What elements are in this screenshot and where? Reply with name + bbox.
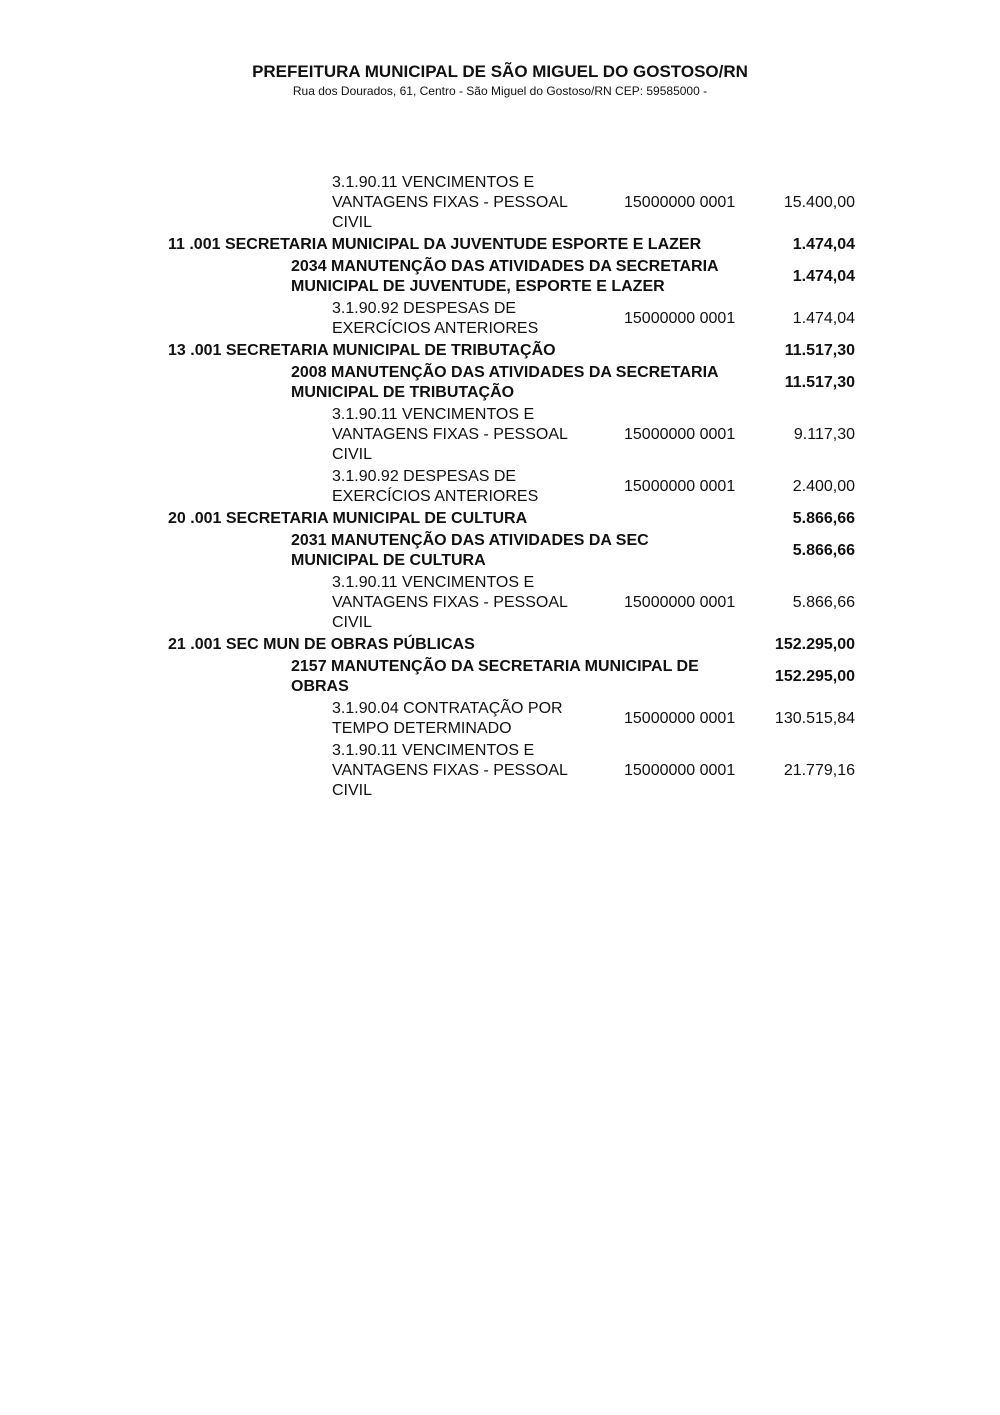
row-valor: 15.400,00: [783, 194, 855, 211]
description-line: 20 .001 SECRETARIA MUNICIPAL DE CULTURA: [168, 510, 528, 527]
budget-row-orgao: [0, 340, 1000, 362]
description-line: CIVIL: [332, 614, 373, 631]
row-description: [291, 363, 756, 403]
description-line: VANTAGENS FIXAS - PESSOAL: [332, 426, 568, 443]
row-description: [332, 573, 602, 633]
row-fonte: 15000000 0001: [624, 310, 736, 327]
description-line: 3.1.90.11 VENCIMENTOS E: [332, 406, 535, 423]
budget-row-elem: [0, 740, 1000, 802]
description-line: CIVIL: [332, 214, 373, 231]
budget-table: [0, 172, 1000, 802]
description-line: 3.1.90.11 VENCIMENTOS E: [332, 574, 535, 591]
budget-row-elem: [0, 698, 1000, 740]
row-valor: 9.117,30: [793, 426, 855, 443]
row-description: [332, 467, 602, 507]
description-line: MUNICIPAL DE TRIBUTAÇÃO: [291, 384, 515, 401]
row-fonte: 15000000 0001: [624, 194, 736, 211]
budget-row-acao: [0, 362, 1000, 404]
budget-row-acao: [0, 656, 1000, 698]
row-valor: 152.295,00: [774, 636, 855, 653]
row-description: [332, 741, 602, 801]
row-fonte: 15000000 0001: [624, 762, 736, 779]
description-line: VANTAGENS FIXAS - PESSOAL: [332, 594, 568, 611]
description-line: 3.1.90.92 DESPESAS DE: [332, 300, 517, 317]
budget-row-acao: [0, 256, 1000, 298]
row-description: [168, 341, 758, 361]
row-fonte: 15000000 0001: [624, 478, 736, 495]
description-line: 3.1.90.11 VENCIMENTOS E: [332, 174, 535, 191]
header-address: Rua dos Dourados, 61, Centro - São Miguel do Gostoso/RN CEP: 59585000 -: [292, 84, 708, 98]
budget-row-elem: [0, 172, 1000, 234]
row-description: [291, 531, 756, 571]
description-line: 2034 MANUTENÇÃO DAS ATIVIDADES DA SECRETARIA: [291, 258, 719, 275]
row-valor: 1.474,04: [792, 236, 855, 253]
row-valor: 5.866,66: [792, 510, 855, 527]
budget-row-elem: [0, 572, 1000, 634]
description-line: 11 .001 SECRETARIA MUNICIPAL DA JUVENTUDE ESPORTE E LAZER: [168, 236, 702, 253]
budget-row-elem: [0, 404, 1000, 466]
row-description: [332, 699, 602, 739]
row-valor: 130.515,84: [774, 710, 855, 727]
row-description: [332, 405, 602, 465]
description-line: CIVIL: [332, 446, 373, 463]
row-valor: 5.866,66: [792, 542, 855, 559]
budget-row-elem: [0, 466, 1000, 508]
description-line: 21 .001 SEC MUN DE OBRAS PÚBLICAS: [168, 636, 475, 653]
description-line: 2157 MANUTENÇÃO DA SECRETARIA MUNICIPAL DE: [291, 658, 699, 675]
description-line: 3.1.90.11 VENCIMENTOS E: [332, 742, 535, 759]
row-description: [168, 509, 758, 529]
budget-row-orgao: [0, 234, 1000, 256]
row-valor: 11.517,30: [784, 374, 855, 391]
row-fonte: 15000000 0001: [624, 426, 736, 443]
row-description: [332, 299, 602, 339]
description-line: 3.1.90.04 CONTRATAÇÃO POR: [332, 700, 563, 717]
description-line: CIVIL: [332, 782, 373, 799]
row-fonte: 15000000 0001: [624, 594, 736, 611]
row-valor: 11.517,30: [784, 342, 855, 359]
row-description: [168, 635, 758, 655]
description-line: MUNICIPAL DE JUVENTUDE, ESPORTE E LAZER: [291, 278, 665, 295]
row-description: [291, 257, 756, 297]
row-description: [332, 173, 602, 233]
description-line: TEMPO DETERMINADO: [332, 720, 512, 737]
page-title: PREFEITURA MUNICIPAL DE SÃO MIGUEL DO GOSTOSO/RN: [252, 62, 748, 81]
row-valor: 5.866,66: [792, 594, 855, 611]
row-valor: 1.474,04: [792, 268, 855, 285]
description-line: EXERCÍCIOS ANTERIORES: [332, 488, 539, 505]
description-line: VANTAGENS FIXAS - PESSOAL: [332, 194, 568, 211]
budget-row-orgao: [0, 634, 1000, 656]
description-line: OBRAS: [291, 678, 349, 695]
budget-row-orgao: [0, 508, 1000, 530]
description-line: 2031 MANUTENÇÃO DAS ATIVIDADES DA SEC: [291, 532, 649, 549]
row-description: [168, 235, 758, 255]
row-valor: 2.400,00: [792, 478, 855, 495]
row-description: [291, 657, 756, 697]
description-line: MUNICIPAL DE CULTURA: [291, 552, 486, 569]
description-line: 2008 MANUTENÇÃO DAS ATIVIDADES DA SECRETARIA: [291, 364, 719, 381]
row-valor: 152.295,00: [774, 668, 855, 685]
description-line: 3.1.90.92 DESPESAS DE: [332, 468, 517, 485]
row-fonte: 15000000 0001: [624, 710, 736, 727]
row-valor: 21.779,16: [783, 762, 855, 779]
description-line: VANTAGENS FIXAS - PESSOAL: [332, 762, 568, 779]
budget-row-elem: [0, 298, 1000, 340]
description-line: EXERCÍCIOS ANTERIORES: [332, 320, 539, 337]
budget-row-acao: [0, 530, 1000, 572]
row-valor: 1.474,04: [792, 310, 855, 327]
description-line: 13 .001 SECRETARIA MUNICIPAL DE TRIBUTAÇÃO: [168, 342, 556, 359]
